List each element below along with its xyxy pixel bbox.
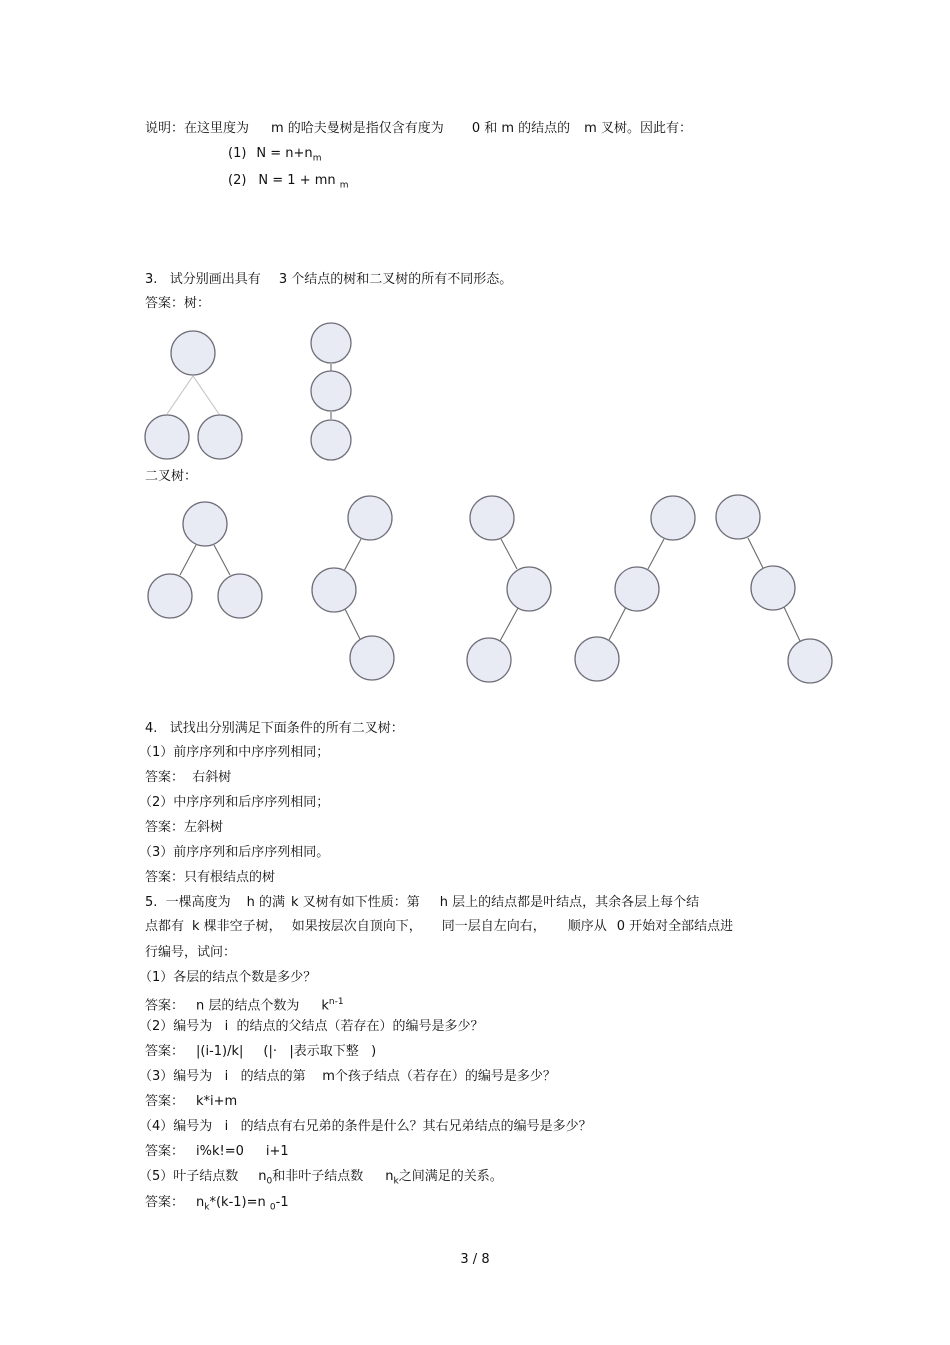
q5-answer-4: 答案： i%k!=0 i+1	[145, 1144, 289, 1159]
q5-sub-4: （4）编号为 i 的结点有右兄弟的条件是什么？其右兄弟结点的编号是多少？	[139, 1119, 592, 1134]
tree-edge	[500, 608, 518, 641]
tree-node	[218, 574, 262, 618]
tree-edge	[501, 539, 517, 569]
binary-tree-shape-3	[467, 496, 551, 682]
formula-1: (1) $N = n+n_m$	[228, 146, 322, 164]
q4-answer-2: 答案：左斜树	[145, 820, 224, 835]
tree-node	[311, 371, 351, 411]
tree-node	[348, 496, 392, 540]
q3-answer-tree: 答案：树：	[145, 296, 211, 311]
tree-node	[171, 331, 215, 375]
tree-node	[470, 496, 514, 540]
q5-sub-1: （1）各层的结点个数是多少？	[139, 970, 317, 985]
q5-line-3: 行编号，试问：	[145, 945, 237, 960]
q4-condition-2: （2）中序序列和后序序列相同；	[139, 795, 330, 810]
binary-tree-shape-2	[312, 496, 394, 680]
tree-node	[716, 495, 760, 539]
q4-condition-1: （1）前序序列和中序序列相同；	[139, 745, 330, 760]
tree-node	[148, 574, 192, 618]
q5-sub-5: （5）叶子结点数 $n_0$和非叶子结点数 $n_k$之间满足的关系。	[139, 1169, 503, 1187]
tree-edge	[214, 545, 230, 575]
tree-shape-2	[311, 323, 351, 460]
tree-node	[575, 637, 619, 681]
tree-node	[751, 566, 795, 610]
q4-condition-3: （3）前序序列和后序序列相同。	[139, 845, 330, 860]
q5-sub-2: （2）编号为 i 的结点的父结点（若存在）的编号是多少？	[139, 1019, 484, 1034]
tree-edge	[609, 607, 626, 640]
q5-answer-5: 答案： $n_k*(k-1)=n$ $_0$-1	[145, 1195, 289, 1213]
tree-node	[145, 415, 189, 459]
tree-edge	[345, 609, 361, 641]
q5-answer-3: 答案： k*i+m	[145, 1094, 238, 1109]
tree-shape-1	[145, 331, 242, 459]
binary-tree-shape-1	[148, 502, 262, 618]
tree-node	[788, 639, 832, 683]
q5-answer-1: 答案： n 层的结点个数为 $k^{n-1}$	[145, 997, 344, 1014]
q3-answer-binary: 二叉树：	[145, 469, 198, 484]
tree-node	[651, 496, 695, 540]
tree-node	[467, 638, 511, 682]
tree-edge	[784, 607, 800, 641]
tree-node	[183, 502, 227, 546]
tree-edge	[193, 376, 219, 414]
binary-tree-shape-5	[716, 495, 832, 683]
q4-answer-3: 答案：只有根结点的树	[145, 870, 276, 885]
tree-edge	[344, 539, 361, 571]
tree-node	[350, 636, 394, 680]
tree-node	[507, 567, 551, 611]
tree-node	[311, 323, 351, 363]
binary-tree-shape-4	[575, 496, 695, 681]
intro-note: 说明：在这里度为 m 的哈夫曼树是指仅含有度为 0 和 m 的结点的 m 叉树。因此有：	[145, 121, 692, 136]
q4-answer-1: 答案： 右斜树	[145, 770, 232, 785]
tree-edge	[167, 376, 193, 414]
tree-edge	[180, 545, 196, 575]
page-number: 3 / 8	[460, 1252, 490, 1267]
q5-sub-3: （3）编号为 i 的结点的第 m个孩子结点（若存在）的编号是多少？	[139, 1069, 556, 1084]
tree-node	[198, 415, 242, 459]
q5-line-2: 点都有 k 棵非空子树， 如果按层次自顶向下， 同一层自左向右， 顺序从 0 开始对全部结点进	[145, 919, 734, 934]
q3-title: 3. 试分别画出具有 3 个结点的树和二叉树的所有不同形态。	[145, 272, 513, 287]
q5-answer-2: 答案： |(i-1)/k| (|· |表示取下整 )	[145, 1044, 377, 1059]
tree-edge	[748, 538, 763, 568]
tree-edge	[648, 539, 664, 569]
tree-node	[311, 420, 351, 460]
q4-title: 4. 试找出分别满足下面条件的所有二叉树：	[145, 721, 404, 736]
tree-node	[312, 568, 356, 612]
q5-line-1: 5. 一棵高度为 h 的满 k 叉树有如下性质：第 h 层上的结点都是叶结点，其余各层上每个结	[145, 895, 700, 910]
formula-2: (2) N = 1 + mn $_m$	[228, 173, 349, 191]
tree-node	[615, 567, 659, 611]
